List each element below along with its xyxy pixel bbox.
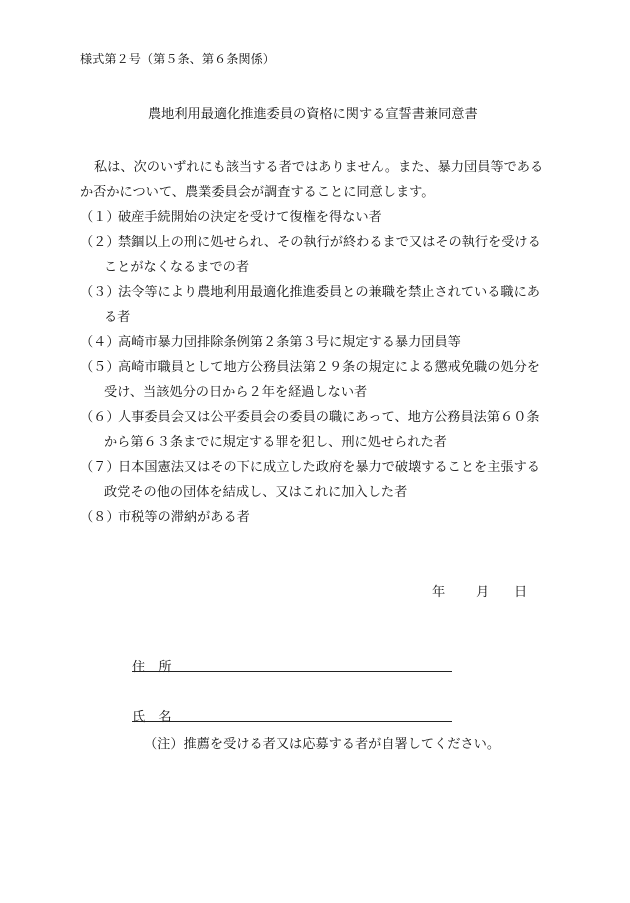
item-number: （８） xyxy=(80,510,120,525)
list-item xyxy=(80,356,540,375)
intro-line: か否かについて、農業委員会が調査することに同意します。 xyxy=(80,185,435,200)
item-continuation: ことがなくなるまでの者 xyxy=(104,260,250,275)
date-year: 年 xyxy=(432,585,446,600)
item-number: （４） xyxy=(80,335,120,350)
item-text: 高崎市職員として地方公務員法第２９条の規定による懲戒免職の処分を xyxy=(118,360,540,375)
item-continuation: 政党その他の団体を結成し、又はこれに加入した者 xyxy=(104,485,408,500)
item-number: （２） xyxy=(80,235,120,250)
item-continuation: から第６３条までに規定する罪を犯し、刑に処せられた者 xyxy=(104,435,447,450)
item-text: 破産手続開始の決定を受けて復権を得ない者 xyxy=(118,210,382,225)
intro-line: 私は、次のいずれにも該当する者ではありません。また、暴力団員等である xyxy=(94,160,544,175)
document-title: 農地利用最適化推進委員の資格に関する宣誓書兼同意書 xyxy=(148,107,478,122)
item-continuation: 受け、当該処分の日から２年を経過しない者 xyxy=(104,385,368,400)
address-field[interactable] xyxy=(132,671,452,672)
item-number: （３） xyxy=(80,285,120,300)
item-number: （６） xyxy=(80,410,120,425)
item-text: 高崎市暴力団排除条例第２条第３号に規定する暴力団員等 xyxy=(118,335,461,350)
item-text: 人事委員会又は公平委員会の委員の職にあって、地方公務員法第６０条 xyxy=(118,410,540,425)
name-label: 氏 名 xyxy=(132,710,172,725)
list-item xyxy=(80,206,382,225)
item-number: （７） xyxy=(80,460,120,475)
item-text: 市税等の滞納がある者 xyxy=(118,510,250,525)
item-number: （１） xyxy=(80,210,120,225)
list-item xyxy=(80,281,540,300)
list-item xyxy=(80,231,541,250)
date-month: 月 xyxy=(476,585,490,600)
form-number: 様式第２号（第５条、第６条関係） xyxy=(80,52,275,66)
signature-note: （注）推薦を受ける者又は応募する者が自署してください。 xyxy=(144,737,501,752)
name-field[interactable] xyxy=(132,721,452,722)
item-number: （５） xyxy=(80,360,120,375)
list-item xyxy=(80,331,461,350)
item-text: 禁錮以上の刑に処せられ、その執行が終わるまで又はその執行を受ける xyxy=(118,235,541,250)
list-item xyxy=(80,506,250,525)
item-text: 法令等により農地利用最適化推進委員との兼職を禁止されている職にあ xyxy=(118,285,540,300)
list-item xyxy=(80,406,540,425)
item-continuation: る者 xyxy=(104,310,131,325)
date-day: 日 xyxy=(514,585,528,600)
list-item xyxy=(80,456,540,475)
item-text: 日本国憲法又はその下に成立した政府を暴力で破壊することを主張する xyxy=(118,460,540,475)
address-label: 住 所 xyxy=(132,660,172,675)
